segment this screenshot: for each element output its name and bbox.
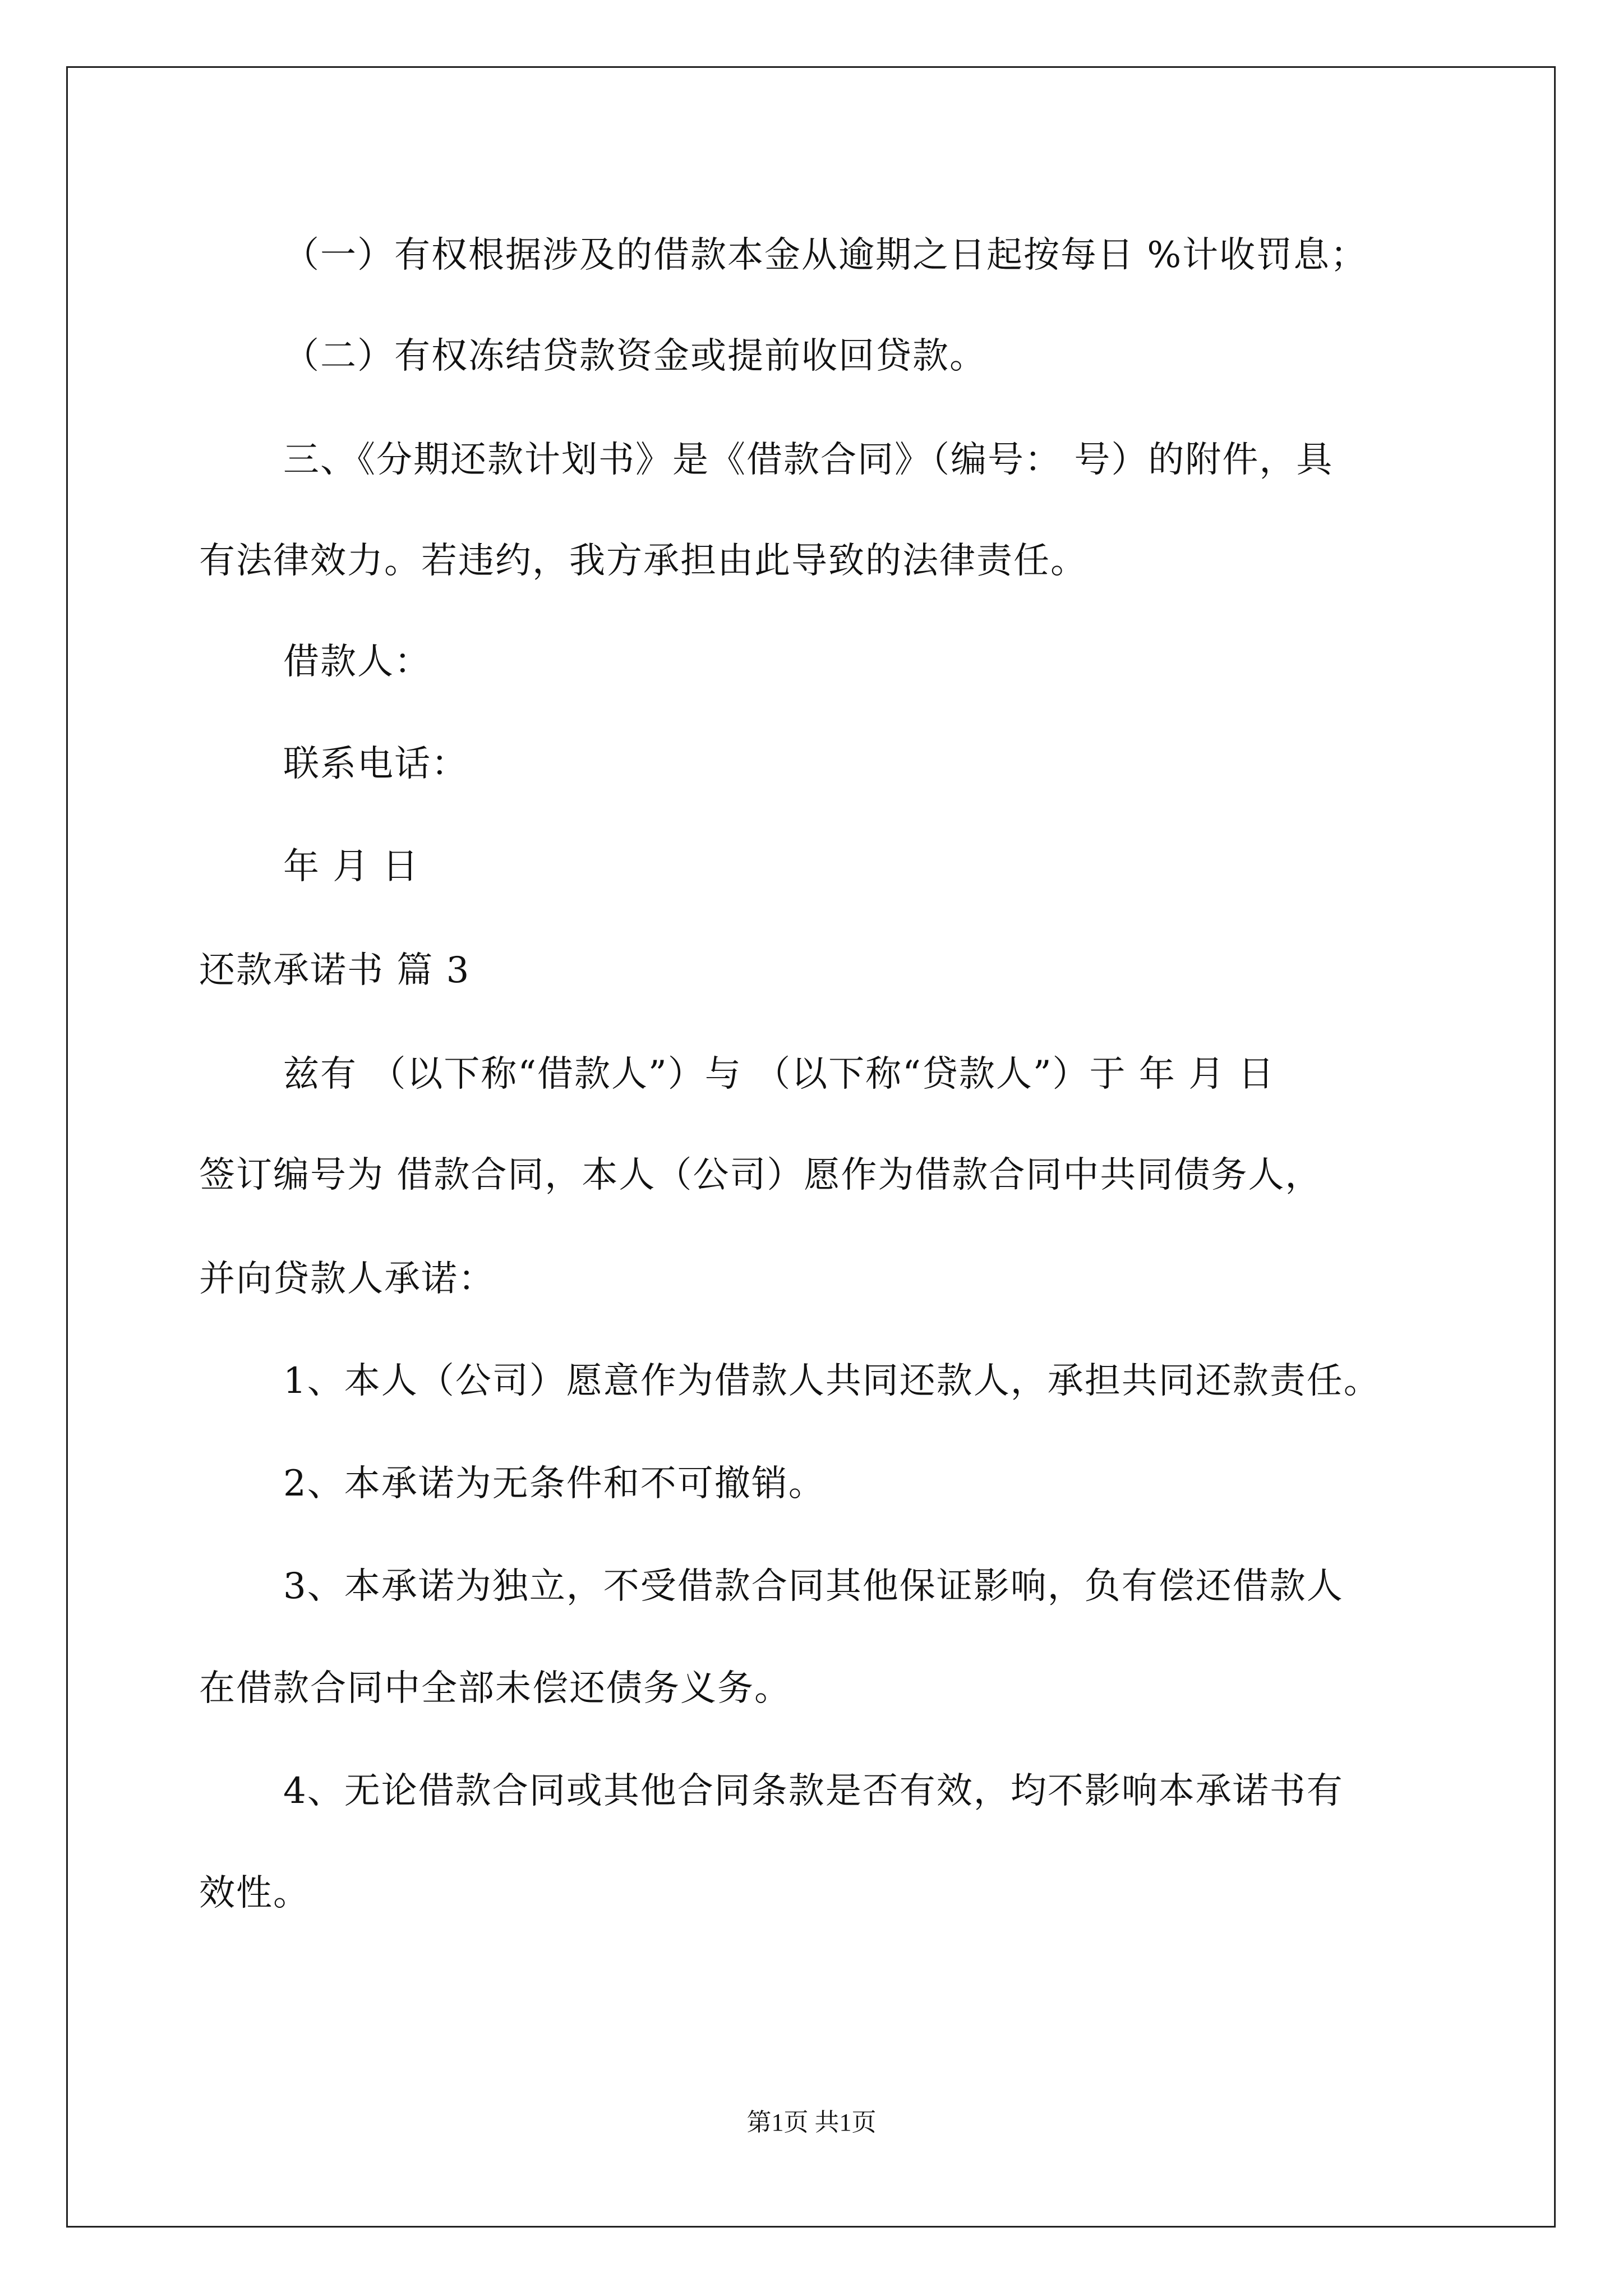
signature-borrower-label: 借款人：: [283, 641, 431, 683]
paragraph-line: （一）有权根据涉及的借款本金从逾期之日起按每日 %计收罚息；: [283, 234, 1368, 276]
paragraph-line: （二）有权冻结贷款资金或提前收回贷款。: [283, 335, 986, 377]
paragraph-line: 3、本承诺为独立，不受借款合同其他保证影响，负有偿还借款人: [283, 1566, 1344, 1607]
paragraph-line: 4、无论借款合同或其他合同条款是否有效，均不影响本承诺书有: [283, 1770, 1344, 1812]
paragraph-line: 2、本承诺为无条件和不可撤销。: [283, 1463, 826, 1504]
section-heading: 还款承诺书 篇 3: [199, 950, 471, 991]
paragraph-line: 三、《分期还款计划书》是《借款合同》（编号： 号）的附件，具: [283, 439, 1334, 481]
paragraph-line: 1、本人（公司）愿意作为借款人共同还款人，承担共同还款责任。: [283, 1360, 1381, 1402]
paragraph-line: 有法律效力。若违约，我方承担由此导致的法律责任。: [199, 540, 1087, 582]
signature-date-label: 年 月 日: [283, 846, 419, 887]
paragraph-line: 效性。: [199, 1872, 310, 1914]
paragraph-line: 在借款合同中全部未偿还债务义务。: [199, 1668, 791, 1709]
paragraph-line: 签订编号为 借款合同，本人（公司）愿作为借款合同中共同债务人，: [199, 1154, 1322, 1196]
page-number-footer: 第1页 共1页: [746, 2109, 877, 2136]
paragraph-line: 并向贷款人承诺：: [199, 1258, 495, 1300]
signature-phone-label: 联系电话：: [283, 743, 468, 785]
paragraph-line: 兹有 （以下称“借款人”）与 （以下称“贷款人”）于 年 月 日: [283, 1053, 1275, 1095]
